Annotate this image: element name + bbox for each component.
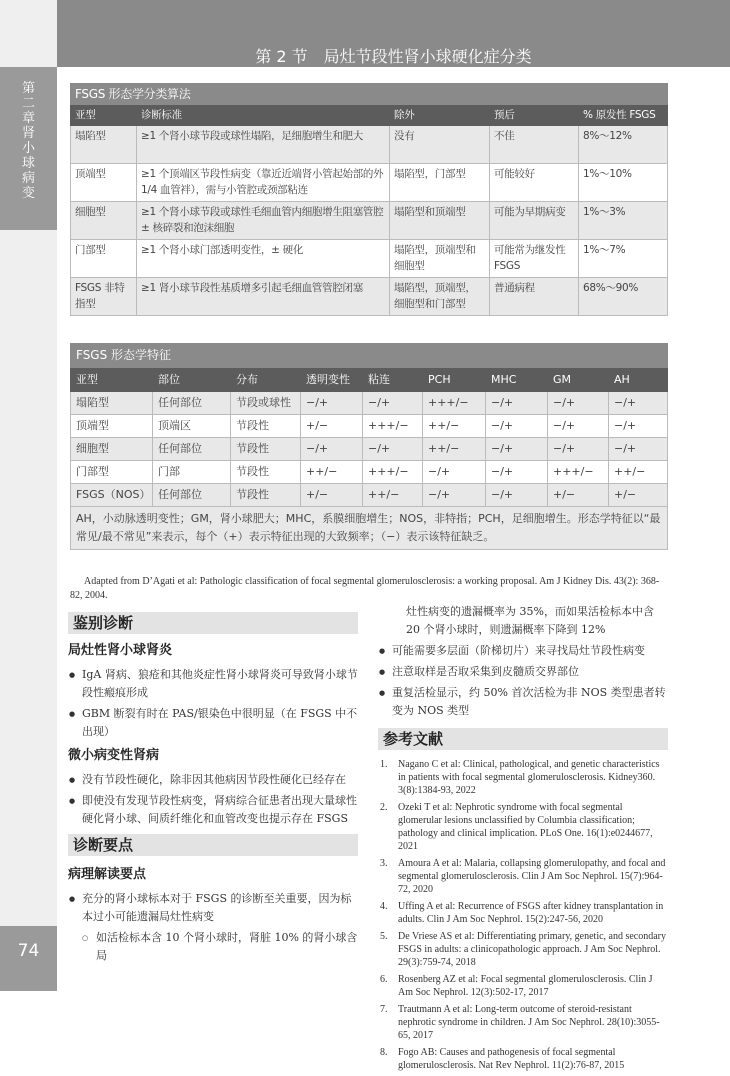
table-row <box>71 126 668 164</box>
table-cell: 门部型 <box>71 461 153 484</box>
reference-text: Trautmann A et al: Long-term outcome of steroid-resistant nephrotic syndrome in children. J Am Soc Nephrol. 28(10):3055-65, 2017 <box>398 1004 660 1041</box>
column-header: MHC <box>486 368 548 392</box>
table-cell: ≥1 个肾小球节段或球性毛细血管内细胞增生阻塞管腔 ± 核碎裂和泡沫细胞 <box>137 202 390 240</box>
table-cell: 68%～90% <box>579 278 668 316</box>
column-header: % 原发性 FSGS <box>579 105 668 126</box>
column-header: 透明变性 <box>301 368 363 392</box>
table-cell: −/+ <box>363 438 423 461</box>
table-note: AH，小动脉透明变性；GM，肾小球肥大；MHC，系膜细胞增生；NOS，非特指；PCH，足细胞增生。形态学特征以“最常见/最不常见”来表示，每个（+）表示特征出现的大致频率；（−）表示该特征缺乏。 <box>71 507 668 550</box>
sub-list-item-continued: 灶性病变的遗漏概率为 35%，而如果活检标本中含 20 个肾小球时，则遗漏概率下降到 12% <box>406 605 654 636</box>
table-cell: 塌陷型，门部型 <box>390 164 490 202</box>
table-cell: 细胞型 <box>71 202 137 240</box>
table-cell: −/+ <box>423 484 486 507</box>
reference-number: 8. <box>380 1047 388 1058</box>
reference-number: 6. <box>380 974 388 985</box>
table-cell: −/+ <box>486 415 548 438</box>
table-cell: −/+ <box>609 415 668 438</box>
subheading: 局灶性肾小球肾炎 <box>68 643 173 658</box>
table-cell: −/+ <box>548 438 609 461</box>
heading-diagnostic-points: 诊断要点 <box>68 834 358 856</box>
list-item: ● 充分的肾小球标本对于 FSGS 的诊断至关重要，因为标本过小可能遗漏局灶性病变 <box>68 890 358 926</box>
table-cell: −/+ <box>548 392 609 415</box>
features-table <box>70 343 668 550</box>
right-column <box>378 603 668 1076</box>
table-cell: −/+ <box>486 392 548 415</box>
table-cell: 任何部位 <box>153 484 231 507</box>
table-cell: 塌陷型 <box>71 126 137 164</box>
column-header: GM <box>548 368 609 392</box>
table-cell: ++/− <box>423 438 486 461</box>
reference-text: Amoura A et al: Malaria, collapsing glomerulopathy, and focal and segmental glomerulosclerosis. Clin J Am Soc Nephrol. 15(7):964-72, 2020 <box>398 858 666 895</box>
table-cell: 顶端型 <box>71 415 153 438</box>
heading-references: 参考文献 <box>378 728 668 750</box>
column-header: PCH <box>423 368 486 392</box>
table-cell: +/− <box>301 484 363 507</box>
table-row <box>71 278 668 316</box>
column-header: 亚型 <box>71 105 137 126</box>
table-cell: −/+ <box>609 392 668 415</box>
table-cell: +++/− <box>363 415 423 438</box>
column-header: 分布 <box>231 368 301 392</box>
table-cell: −/+ <box>486 461 548 484</box>
reference-item <box>378 900 668 926</box>
reference-item <box>378 758 668 797</box>
reference-item <box>378 857 668 896</box>
header-row <box>71 368 668 392</box>
table-cell: 节段性 <box>231 415 301 438</box>
table-cell: 任何部位 <box>153 392 231 415</box>
reference-text: Uffing A et al: Recurrence of FSGS after kidney transplantation in adults. Clin J Am Soc Nephrol. 15(2):247-56, 2020 <box>398 901 664 925</box>
page-number: 74 <box>0 926 57 991</box>
table-cell: ++/− <box>363 484 423 507</box>
section-title: 第 2 节 局灶节段性肾小球硬化症分类 <box>57 0 730 67</box>
column-header: 部位 <box>153 368 231 392</box>
table-cell: −/+ <box>301 438 363 461</box>
table-cell: +++/− <box>363 461 423 484</box>
table-cell: +++/− <box>423 392 486 415</box>
reference-number: 4. <box>380 901 388 912</box>
table-row <box>71 392 668 415</box>
reference-text: De Vriese AS et al: Differentiating primary, genetic, and secondary FSGS in adults: a clinicopathologic approach. J Am Soc Nephrol. 29(3):759-74, 2018 <box>398 931 667 968</box>
list-item: ● 即使没有发现节段性病变，肾病综合征患者出现大量球性硬化肾小球、间质纤维化和血管改变也提示存在 FSGS <box>68 792 358 828</box>
table-cell: +++/− <box>548 461 609 484</box>
table-cell: −/+ <box>423 461 486 484</box>
column-header: AH <box>609 368 668 392</box>
table-cell: 1%～10% <box>579 164 668 202</box>
list-item: ● 可能需要多层面（阶梯切片）来寻找局灶节段性病变 <box>378 642 668 660</box>
sidebar-band <box>0 230 57 926</box>
table-cell: 普通病程 <box>490 278 579 316</box>
header-row <box>71 105 668 126</box>
reference-number: 7. <box>380 1004 388 1015</box>
table-cell: 节段性 <box>231 461 301 484</box>
table-cell: ≥1 个顶端区节段性病变（靠近近端肾小管起始部的外 1/4 血管袢），需与小管腔或颈部粘连 <box>137 164 390 202</box>
reference-item <box>378 801 668 853</box>
table-title: FSGS 形态学特征 <box>71 344 668 368</box>
table-cell: −/+ <box>486 438 548 461</box>
table-cell: FSGS 非特指型 <box>71 278 137 316</box>
table-title: FSGS 形态学分类算法 <box>71 84 668 105</box>
table-cell: 门部型 <box>71 240 137 278</box>
table-cell: ≥1 个肾小球节段或球性塌陷，足细胞增生和肥大 <box>137 126 390 164</box>
table-cell: 顶端区 <box>153 415 231 438</box>
table-cell: 节段或球性 <box>231 392 301 415</box>
table-cell: 可能为早期病变 <box>490 202 579 240</box>
table-cell: ≥1 肾小球节段性基质增多引起毛细血管管腔闭塞 <box>137 278 390 316</box>
table-cell: 节段性 <box>231 438 301 461</box>
chapter-tab <box>0 67 57 230</box>
reference-item <box>378 973 668 999</box>
table-citation: Adapted from D’Agati et al: Pathologic classification of focal segmental glomerulosclerosis: a working proposal. Am J Kidney Dis. 43(2): 368-82, 2004. <box>70 576 660 601</box>
table-cell: 门部 <box>153 461 231 484</box>
list-item: ● 重复活检显示，约 50% 首次活检为非 NOS 类型患者转变为 NOS 类型 <box>378 684 668 720</box>
table-cell: −/+ <box>548 415 609 438</box>
table-cell: 可能较好 <box>490 164 579 202</box>
table-cell: +/− <box>609 484 668 507</box>
column-header: 诊断标准 <box>137 105 390 126</box>
table-cell: 塌陷型 <box>71 392 153 415</box>
table-cell: ++/− <box>609 461 668 484</box>
column-header: 亚型 <box>71 368 153 392</box>
reference-item <box>378 930 668 969</box>
table-cell: FSGS（NOS） <box>71 484 153 507</box>
table-cell: −/+ <box>486 484 548 507</box>
table-cell: 1%～7% <box>579 240 668 278</box>
reference-list <box>378 758 668 1072</box>
reference-text: Ozeki T et al: Nephrotic syndrome with focal segmental glomerular lesions unclassified by Columbia classification; pathology and clinical implication. PLoS One. 16(1):e0244677, 2021 <box>398 802 653 852</box>
reference-number: 1. <box>380 759 388 770</box>
reference-item <box>378 1046 668 1072</box>
reference-number: 5. <box>380 931 388 942</box>
reference-number: 3. <box>380 858 388 869</box>
column-header: 粘连 <box>363 368 423 392</box>
table-cell: 没有 <box>390 126 490 164</box>
table-row <box>71 461 668 484</box>
table-cell: 细胞型 <box>71 438 153 461</box>
table-row <box>71 202 668 240</box>
table-row <box>71 164 668 202</box>
table-row <box>71 415 668 438</box>
table-cell: 节段性 <box>231 484 301 507</box>
table-cell: 可能常为继发性 FSGS <box>490 240 579 278</box>
table-cell: +/− <box>301 415 363 438</box>
left-column <box>68 612 358 968</box>
table-cell: −/+ <box>609 438 668 461</box>
sub-list-item: ○ 如活检标本含 10 个肾小球时，肾脏 10% 的肾小球含局 <box>68 929 358 965</box>
table-cell: −/+ <box>363 392 423 415</box>
table-cell: +/− <box>548 484 609 507</box>
column-header: 除外 <box>390 105 490 126</box>
reference-item <box>378 1003 668 1042</box>
table-cell: 不佳 <box>490 126 579 164</box>
classification-table <box>70 83 668 316</box>
table-cell: 1%～3% <box>579 202 668 240</box>
table-cell: ≥1 个肾小球门部透明变性，± 硬化 <box>137 240 390 278</box>
sidebar-top <box>0 0 57 67</box>
subheading: 微小病变性肾病 <box>68 748 160 763</box>
list-item: ● IgA 肾病、狼疮和其他炎症性肾小球肾炎可导致肾小球节段性瘢痕形成 <box>68 666 358 702</box>
reference-number: 2. <box>380 802 388 813</box>
table-cell: 塌陷型，顶端型，细胞型和门部型 <box>390 278 490 316</box>
table-cell: ++/− <box>301 461 363 484</box>
table-cell: 塌陷型，顶端型和细胞型 <box>390 240 490 278</box>
table-cell: 8%～12% <box>579 126 668 164</box>
list-item: ● GBM 断裂有时在 PAS/银染色中很明显（在 FSGS 中不出现） <box>68 705 358 741</box>
reference-text: Rosenberg AZ et al: Focal segmental glomerulosclerosis. Clin J Am Soc Nephrol. 12(3):502-17, 2017 <box>398 974 653 998</box>
chapter-label: 第二章 肾小球病变 <box>21 81 49 201</box>
table-cell: 顶端型 <box>71 164 137 202</box>
list-item: ● 注意取样是否取采集到皮髓质交界部位 <box>378 663 668 681</box>
table-note-row <box>71 507 668 550</box>
subheading: 病理解读要点 <box>68 867 147 882</box>
heading-differential-diagnosis: 鉴别诊断 <box>68 612 358 634</box>
table-row <box>71 484 668 507</box>
table-cell: ++/− <box>423 415 486 438</box>
table-cell: 任何部位 <box>153 438 231 461</box>
reference-text: Fogo AB: Causes and pathogenesis of focal segmental glomerulosclerosis. Nat Rev Nephrol. 11(2):76-87, 2015 <box>398 1047 625 1071</box>
table-cell: 塌陷型和顶端型 <box>390 202 490 240</box>
reference-text: Nagano C et al: Clinical, pathological, and genetic characteristics in patients with focal segmental glomerulosclerosis. Kidney360. 3(8):1384-93, 2022 <box>398 759 660 796</box>
table-cell: −/+ <box>301 392 363 415</box>
column-header: 预后 <box>490 105 579 126</box>
table-row <box>71 438 668 461</box>
list-item: ● 没有节段性硬化，除非因其他病因节段性硬化已经存在 <box>68 771 358 789</box>
table-row <box>71 240 668 278</box>
